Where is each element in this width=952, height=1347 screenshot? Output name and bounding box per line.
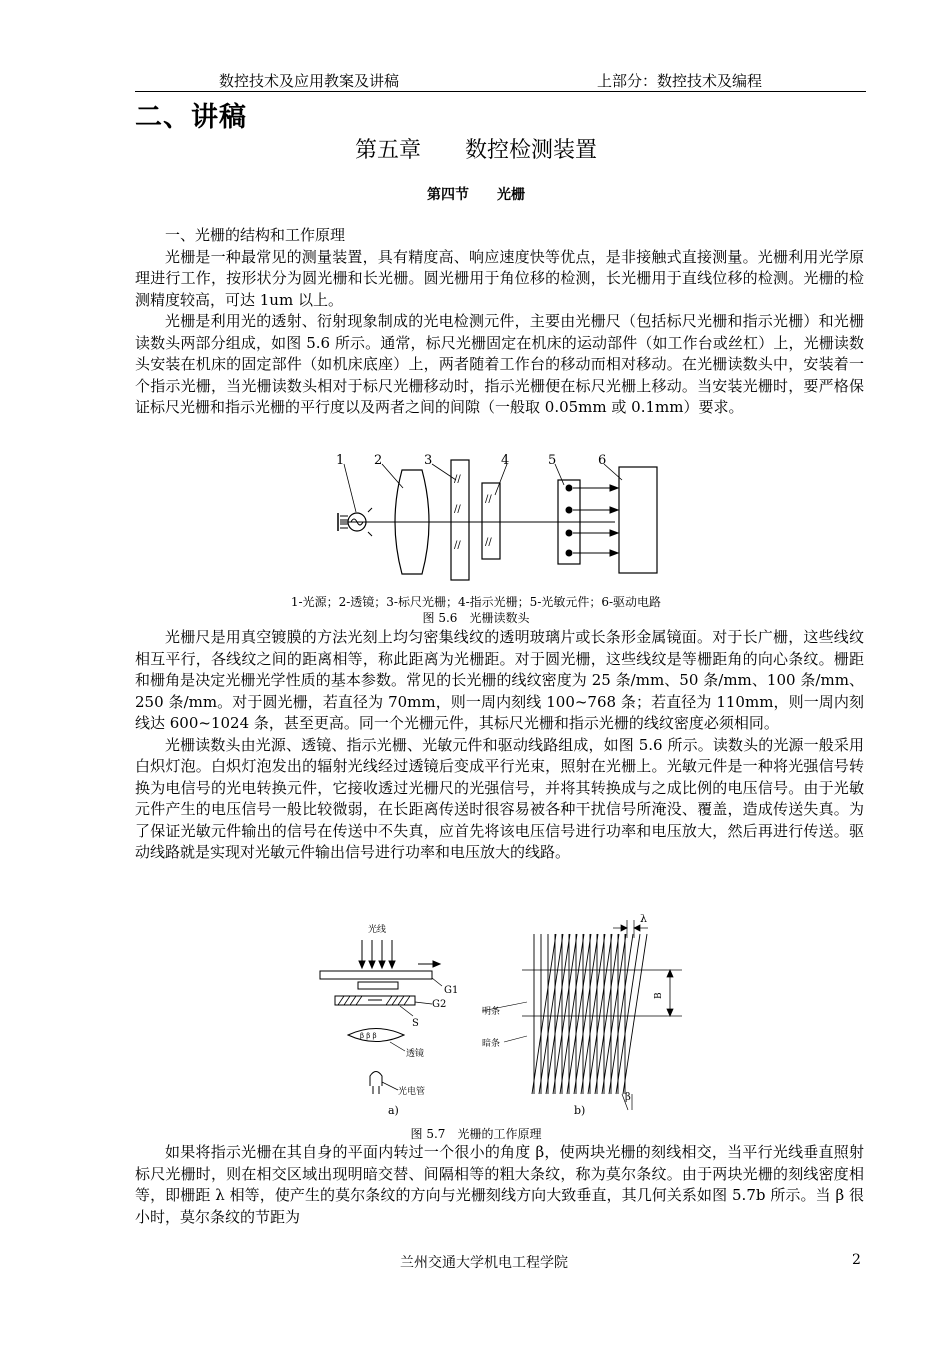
fig56-legend: 1-光源；2-透镜；3-标尺光栅；4-指示光栅；5-光敏元件；6-驱动电路 — [290, 595, 662, 609]
g2-grating-icon — [335, 996, 415, 1005]
fig56-label-6: 6 — [598, 453, 607, 468]
svg-text://: // — [485, 494, 492, 505]
subsection-title: 第四节 光栅 — [427, 187, 525, 203]
drive-circuit-icon — [619, 467, 657, 573]
fig57-lambda-label: λ — [640, 914, 647, 925]
heading-structure: 一、光栅的结构和工作原理 — [165, 226, 346, 244]
svg-text://: // — [485, 537, 492, 548]
paragraph-5: 如果将指示光栅在其自身的平面内转过一个很小的角度 β，使两块光栅的刻线相交，当平行光线垂直照射标尺光栅时，则在相交区域出现明暗交替、间隔相等的粗大条纹，称为莫尔条纹。由于两块光栅的刻线密度相等，即栅距 λ 相等，使产生的莫尔条纹的方向与光栅刻线方向大致垂直，其几何关系如图 5.7b 所示。当 β 很小时，莫尔条纹的节距为 — [135, 1143, 864, 1226]
svg-text://: // — [454, 540, 461, 551]
figure-5-6 — [300, 450, 670, 585]
fig57-light-label: 光线 — [368, 925, 387, 935]
body-block-3 — [135, 1142, 864, 1228]
fig57-tag-a: a) — [388, 1104, 399, 1117]
paragraph-4: 光栅读数头由光源、透镜、指示光栅、光敏元件和驱动线路组成，如图 5.6 所示。读数头的光源一般采用白炽灯泡。白炽灯泡发出的辐射光线经过透镜后变成平行光束，照射在光栅上。光敏元件是一种将光强信号转换为电信号的光电转换元件，它接收透过光栅尺的光强信号，并将其转换成与之成比例的电压信号。由于光敏元件产生的电压信号一般比较微弱，在长距离传送时很容易被各种干扰信号所淹没、覆盖，造成传送失真。为了保证光敏元件输出的信号在传送中不失真，应首先将该电压信号进行功率和电压放大，然后再进行传送。驱动线路就是实现对光敏元件输出信号进行功率和电压放大的线路。 — [135, 735, 864, 861]
fig56-label-2: 2 — [374, 453, 383, 468]
header-left: 数控技术及应用教案及讲稿 — [219, 72, 400, 90]
photo-tube-icon — [370, 1072, 382, 1095]
body-block-1 — [135, 225, 864, 419]
svg-text:β β β: β β β — [360, 1032, 377, 1040]
fig57-lens-label: 透镜 — [406, 1049, 425, 1059]
fig56-label-4: 4 — [501, 453, 510, 468]
body-block-2 — [135, 627, 864, 864]
chapter-title: 第五章 数控检测装置 — [354, 138, 597, 163]
paragraph-2: 光栅是利用光的透射、衍射现象制成的光电检测元件，主要由光栅尺（包括标尺光栅和指示光栅）和光栅读数头两部分组成，如图 5.6 所示。通常，标尺光栅固定在机床的运动部件（如工作台或丝杠）上，光栅读数头安装在机床的固定部件（如机床底座）上，两者随着工作台的移动而相对移动。在光栅读数头中，安装着一个指示光栅，当光栅读数头相对于标尺光栅移动时，指示光栅便在标尺光栅上移动。当安装光栅时，要严格保证标尺光栅和指示光栅的平行度以及两者之间的间隙（一般取 0.05mm 或 0.1mm）要求。 — [135, 312, 864, 416]
page-number: 2 — [852, 1252, 861, 1268]
svg-text://: // — [454, 474, 461, 485]
svg-text://: // — [454, 504, 461, 515]
fig56-label-1: 1 — [336, 453, 345, 468]
fig56-label-5: 5 — [548, 453, 557, 468]
paragraph-3: 光栅尺是用真空镀膜的方法光刻上均匀密集线纹的透明玻璃片或长条形金属镜面。对于长广栅，这些线纹相互平行，各线纹之间的距离相等，称此距离为光栅距。对于圆光栅，这些线纹是等栅距角的向心条纹。栅距和栅角是决定光栅光学性质的基本参数。常见的长光栅的线纹密度为 25 条/mm、50 条/mm、100 条/mm、250 条/mm。对于圆光栅，若直径为 70mm，则一周内刻线 100~768 条；若直径为 110mm，则一周内刻线达 600~1024 条，甚至更高。同一个光栅元件，其标尺光栅和指示光栅的线纹密度必须相同。 — [135, 628, 864, 732]
fig57-s-label: S — [412, 1018, 419, 1029]
fig57-tag-b: b) — [574, 1104, 586, 1117]
header-rule — [135, 91, 866, 92]
fig57-tube-label: 光电管 — [398, 1087, 426, 1097]
fig57-beta-label: β — [625, 1092, 631, 1103]
section-title: 二、讲稿 — [135, 102, 247, 133]
footer-institution: 兰州交通大学机电工程学院 — [400, 1255, 568, 1271]
fig57-g2-label: G2 — [432, 999, 447, 1010]
fig57-g1-label: G1 — [444, 985, 459, 996]
figure-5-7b — [482, 914, 682, 1124]
fig57-caption: 图 5.7 光栅的工作原理 — [410, 1127, 542, 1141]
header-right: 上部分：数控技术及编程 — [597, 72, 763, 90]
fig56-label-3: 3 — [424, 453, 433, 468]
fig57-dark-label: 暗条 — [482, 1039, 501, 1049]
fig57-b-label-b: B — [654, 992, 664, 999]
paragraph-1: 光栅是一种最常见的测量装置，具有精度高、响应速度快等优点，是非接触式直接测量。光栅利用光学原理进行工作，按形状分为圆光栅和长光栅。圆光栅用于角位移的检测，长光栅用于直线位移的检测。光栅的检测精度较高，可达 1um 以上。 — [135, 247, 864, 309]
figure-5-7a — [310, 918, 480, 1123]
fig57-bright-label: 明条 — [482, 1007, 501, 1017]
fig56-caption: 图 5.6 光栅读数头 — [422, 611, 530, 625]
